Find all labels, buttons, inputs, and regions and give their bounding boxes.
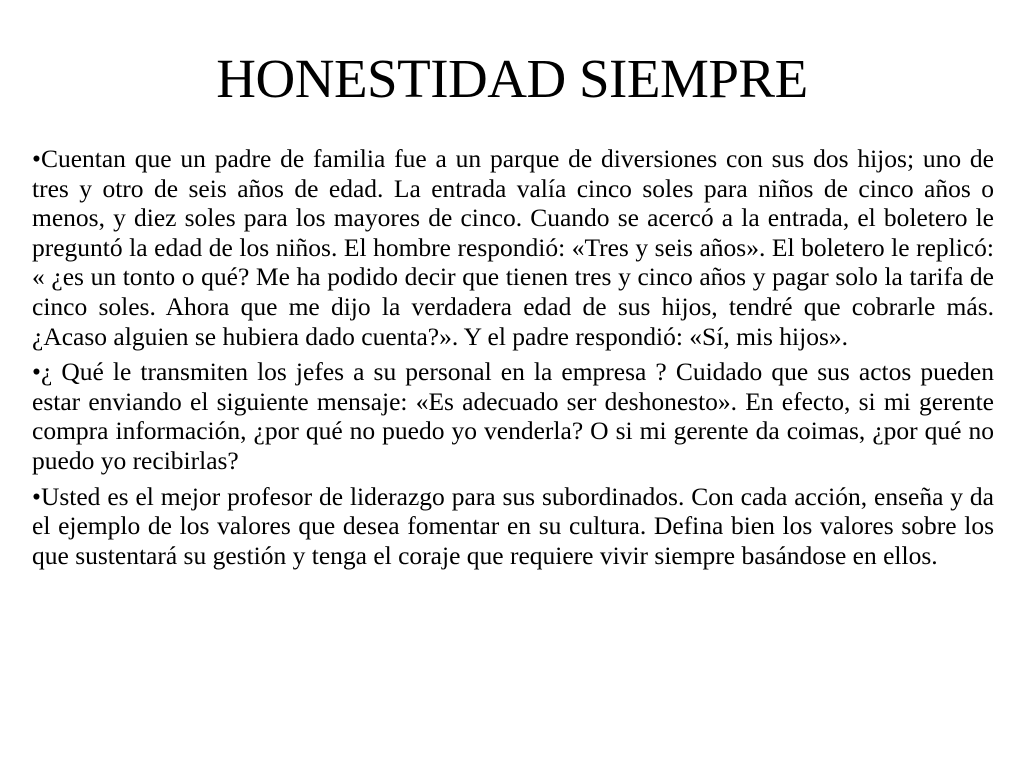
bullet-paragraph-2 bbox=[32, 357, 994, 475]
bullet-paragraph-1 bbox=[32, 144, 994, 351]
bullet-icon: • bbox=[32, 481, 41, 511]
bullet-paragraph-3 bbox=[32, 482, 994, 571]
slide-body bbox=[32, 144, 994, 576]
bullet-text: ¿ Qué le transmiten los jefes a su personal en la empresa ? Cuidado que sus actos pueden estar enviando el siguiente mensaje: «Es adecuado ser deshonesto». En efecto, si mi gerente compra información, ¿por qué no puedo yo venderla? O si mi gerente da coimas, ¿por qué no puedo yo recibirlas? bbox=[32, 357, 994, 475]
bullet-text: Usted es el mejor profesor de liderazgo para sus subordinados. Con cada acción, enseña y da el ejemplo de los valores que desea fomentar en su cultura. Defina bien los valores sobre los que sustentará su gestión y tenga el coraje que requiere vivir siempre basándose en ellos. bbox=[32, 481, 994, 570]
bullet-icon: • bbox=[32, 357, 41, 387]
slide-title: HONESTIDAD SIEMPRE bbox=[216, 48, 808, 109]
bullet-icon: • bbox=[32, 144, 41, 173]
bullet-text: Cuentan que un padre de familia fue a un parque de diversiones con sus dos hijos; uno de tres y otro de seis años de edad. La entrada valía cinco soles para niños de cinco años o menos, y diez soles para los mayores de cinco. Cuando se acercó a la entrada, el boletero le preguntó la edad de los niños. El hombre respondió: «Tres y seis años». El boletero le replicó: « ¿es un tonto o qué? Me ha podido decir que tienen tres y cinco años y pagar solo la tarifa de cinco soles. Ahora que me dijo la verdadera edad de sus hijos, tendré que cobrarle más. ¿Acaso alguien se hubiera dado cuenta?». Y el padre respondió: «Sí, mis hijos». bbox=[32, 144, 994, 351]
